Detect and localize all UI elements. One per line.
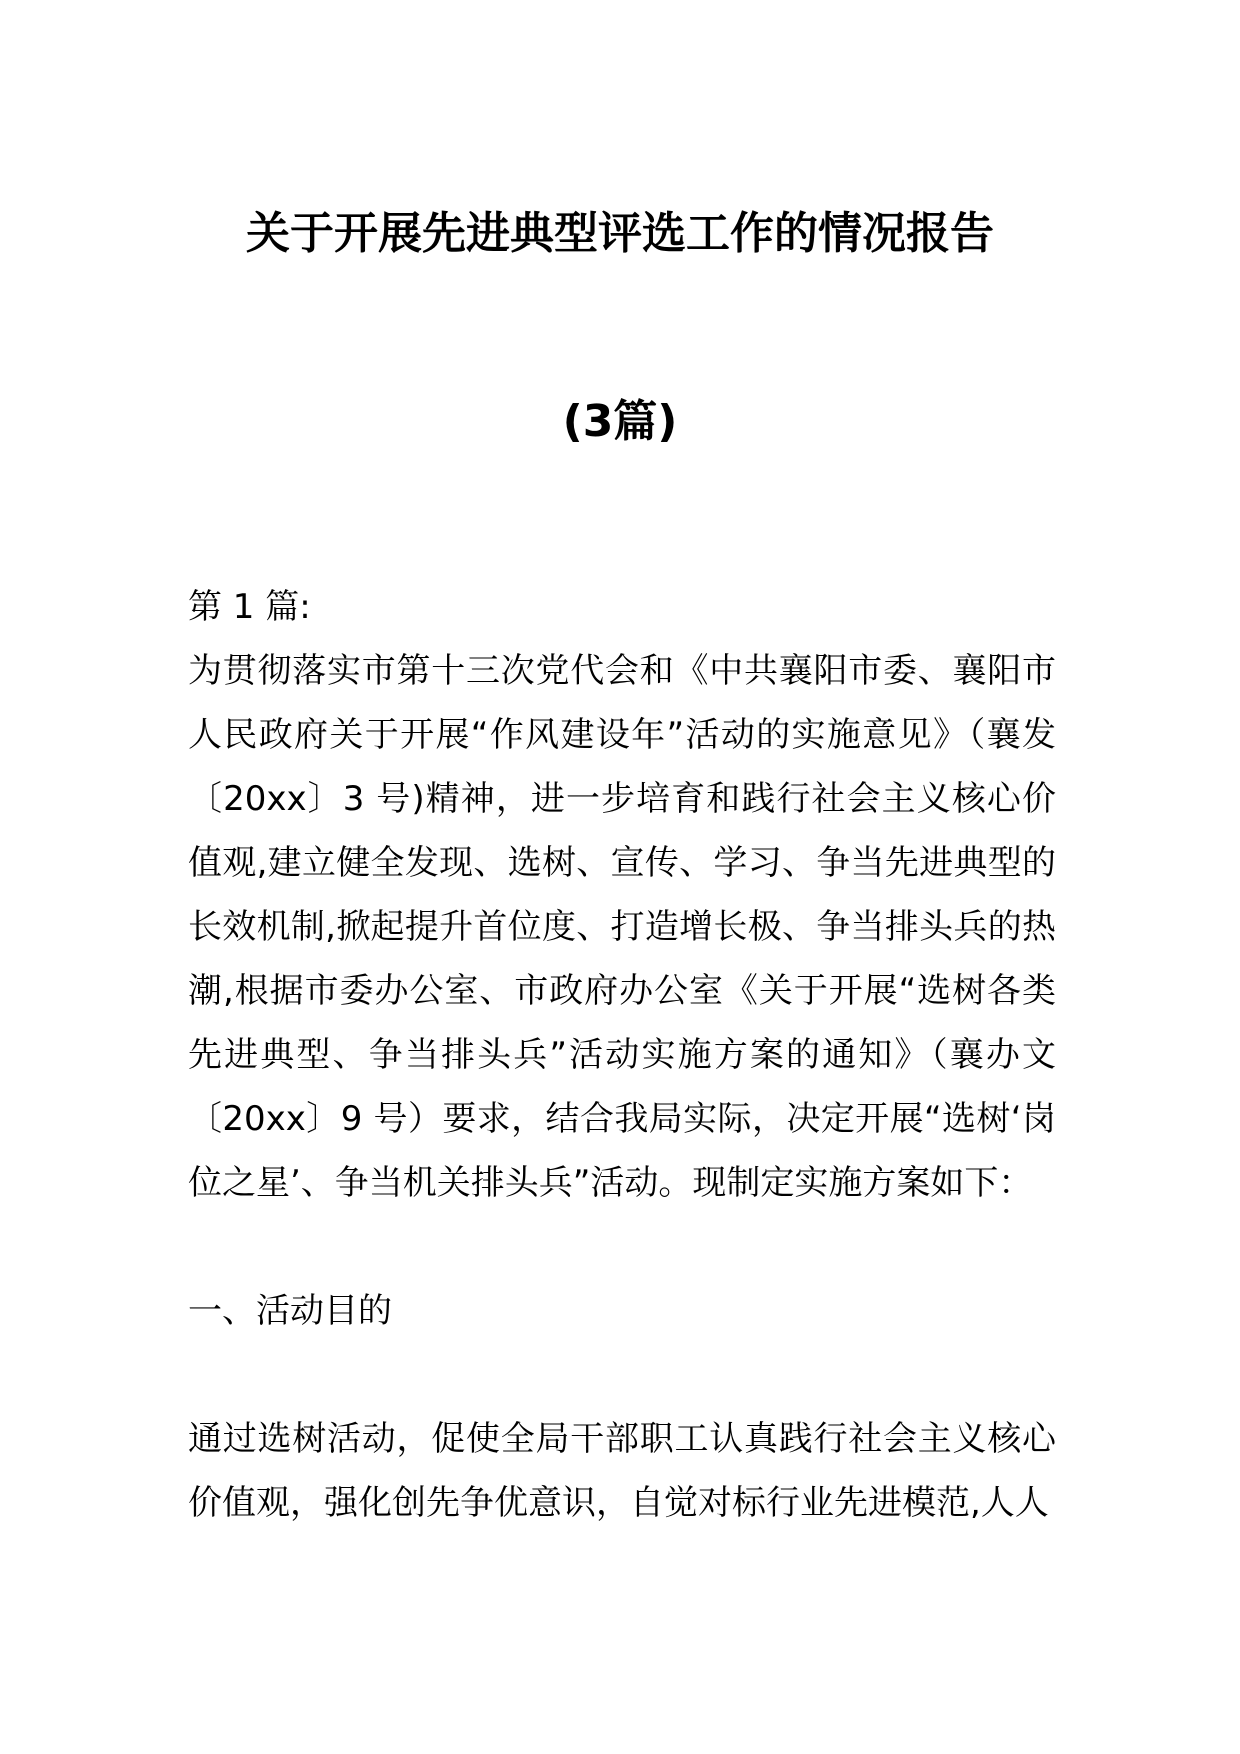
section-heading: 一、活动目的 (188, 1291, 392, 1331)
document-title: 关于开展先进典型评选工作的情况报告 (246, 208, 994, 259)
chapter-label: 第 1 篇: (188, 587, 311, 627)
intro-paragraph: 为贯彻落实市第十三次党代会和《中共襄阳市委、襄阳市人民政府关于开展“作风建设年”活动的实施意见》（襄发〔20xx〕3 号)精神，进一步培育和践行社会主义核心价值观,建立健全发现、选树、宣传、学习、争当先进典型的长效机制,掀起提升首位度、打造增长极、争当排头兵的热潮,根据市委办公室、市政府办公室《关于开展“选树各类先进典型、争当排头兵”活动实施方案的通知》（襄办文〔20xx〕9 号）要求，结合我局实际，决定开展“选树‘岗位之星’、争当机关排头兵”活动。现制定实施方案如下： (188, 651, 1056, 1203)
document-subtitle: (3篇) (562, 396, 678, 447)
section-paragraph: 通过选树活动，促使全局干部职工认真践行社会主义核心价值观，强化创先争优意识，自觉对标行业先进模范,人人 (188, 1419, 1056, 1523)
document-body (188, 575, 1056, 1535)
